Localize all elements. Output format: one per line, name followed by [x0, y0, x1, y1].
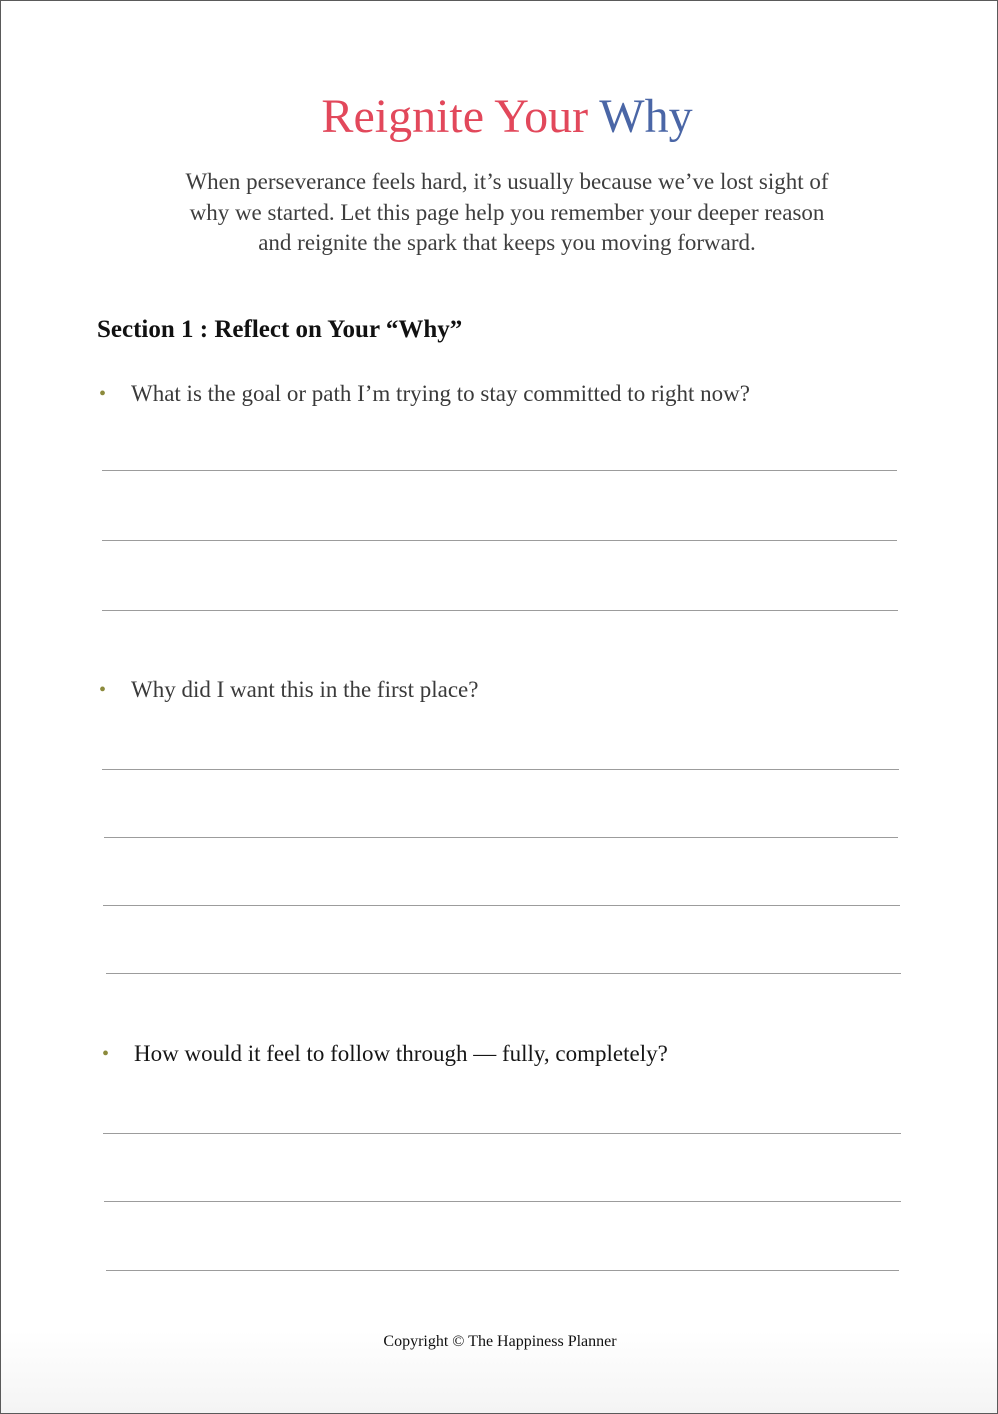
section-1-heading: Section 1 : Reflect on Your “Why” — [97, 316, 463, 343]
answer-line-1-1[interactable] — [102, 470, 897, 471]
bullet-icon: • — [102, 1043, 110, 1065]
intro-paragraph — [141, 167, 873, 259]
answer-line-3-2[interactable] — [104, 1201, 901, 1202]
question-3-text: How would it feel to follow through — fully, completely? — [134, 1041, 668, 1066]
intro-line-2: why we started. Let this page help you remember your deeper reason — [189, 199, 825, 225]
answer-line-1-2[interactable] — [102, 540, 897, 541]
title-part-1: Reignite Your — [321, 90, 589, 143]
answer-line-2-1[interactable] — [102, 769, 899, 770]
copyright-footer: Copyright © The Happiness Planner — [383, 1333, 617, 1350]
answer-line-2-4[interactable] — [106, 973, 901, 974]
bullet-icon: • — [99, 679, 107, 701]
answer-line-1-3[interactable] — [102, 610, 898, 611]
question-2-text: Why did I want this in the first place? — [131, 677, 479, 702]
answer-line-2-3[interactable] — [103, 905, 900, 906]
intro-line-1: When perseverance feels hard, it’s usually because we’ve lost sight of — [185, 169, 829, 194]
question-1-text: What is the goal or path I’m trying to stay committed to right now? — [131, 381, 750, 406]
answer-line-3-3[interactable] — [106, 1270, 899, 1271]
title-part-2: Why — [599, 90, 693, 143]
answer-line-3-1[interactable] — [103, 1133, 901, 1134]
intro-line-3: and reignite the spark that keeps you moving forward. — [258, 230, 756, 255]
page-title — [1, 87, 998, 147]
bullet-icon: • — [99, 383, 107, 405]
answer-line-2-2[interactable] — [104, 837, 898, 838]
